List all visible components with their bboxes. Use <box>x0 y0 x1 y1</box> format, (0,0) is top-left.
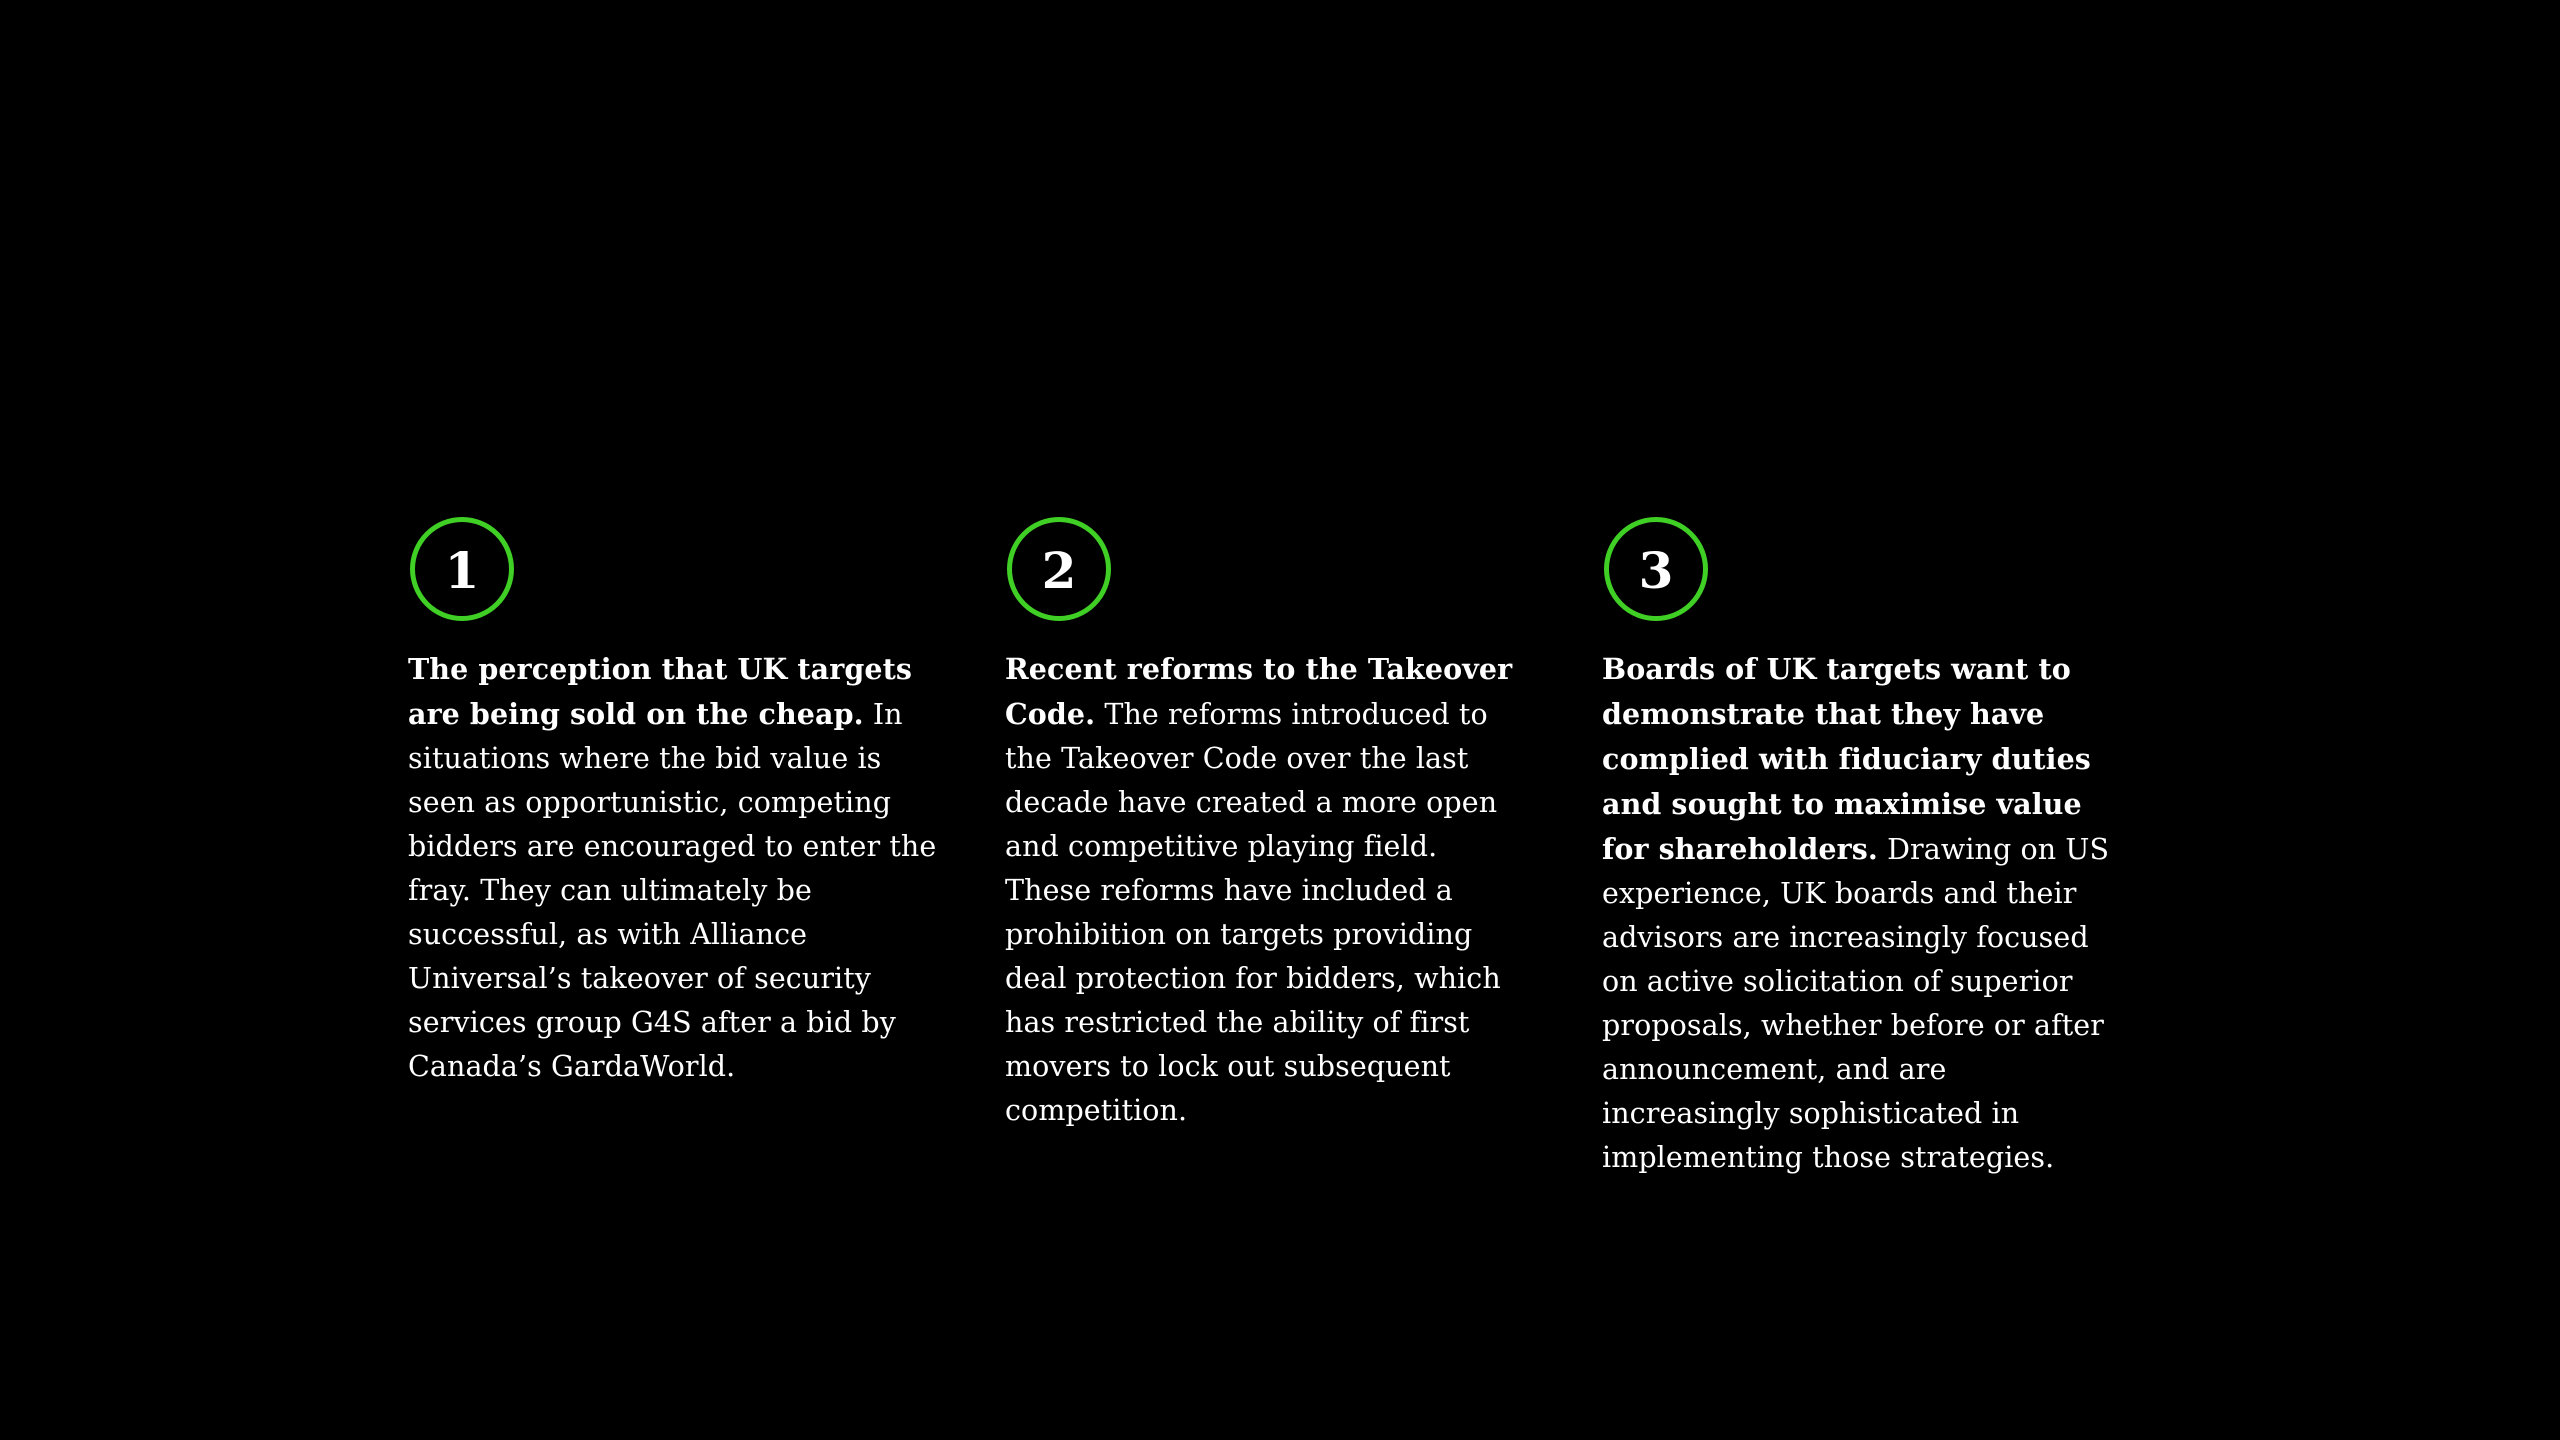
point-1-text <box>408 647 953 1089</box>
number-3: 3 <box>1638 541 1674 600</box>
point-2-body: The reforms introduced to the Takeover Code over the last decade have created a more open and competitive playing field. These reforms have included a prohibition on targets providing deal protection for bidders, which has restricted the ability of first movers to lock out subsequent competition. <box>1005 698 1501 1127</box>
number-badge-3 <box>1604 517 1708 621</box>
point-2-lead: Recent reforms to the Takeover Code. <box>1005 652 1513 731</box>
number-badge-1 <box>410 517 514 621</box>
point-1 <box>408 517 968 1089</box>
point-2 <box>1005 517 1565 1133</box>
point-3-body: Drawing on US experience, UK boards and their advisors are increasingly focused on active solicitation of superior proposals, whether before or after announcement, and are increasingly sophisticated in implementing those strategies. <box>1602 833 2110 1174</box>
point-3 <box>1602 517 2162 1180</box>
point-3-text <box>1602 647 2132 1180</box>
point-1-body: In situations where the bid value is seen as opportunistic, competing bidders are encouraged to enter the fray. They can ultimately be successful, as with Alliance Universal’s takeover of security services group G4S after a bid by Canada’s GardaWorld. <box>408 698 937 1083</box>
point-2-text <box>1005 647 1530 1133</box>
point-1-lead: The perception that UK targets are being sold on the cheap. <box>408 652 913 731</box>
point-3-lead: Boards of UK targets want to demonstrate that they have complied with fiduciary duties and sought to maximise value for shareholders. <box>1602 652 2091 866</box>
number-1: 1 <box>444 541 480 600</box>
number-badge-2 <box>1007 517 1111 621</box>
numbered-points <box>408 517 2148 1217</box>
number-2: 2 <box>1041 541 1077 600</box>
